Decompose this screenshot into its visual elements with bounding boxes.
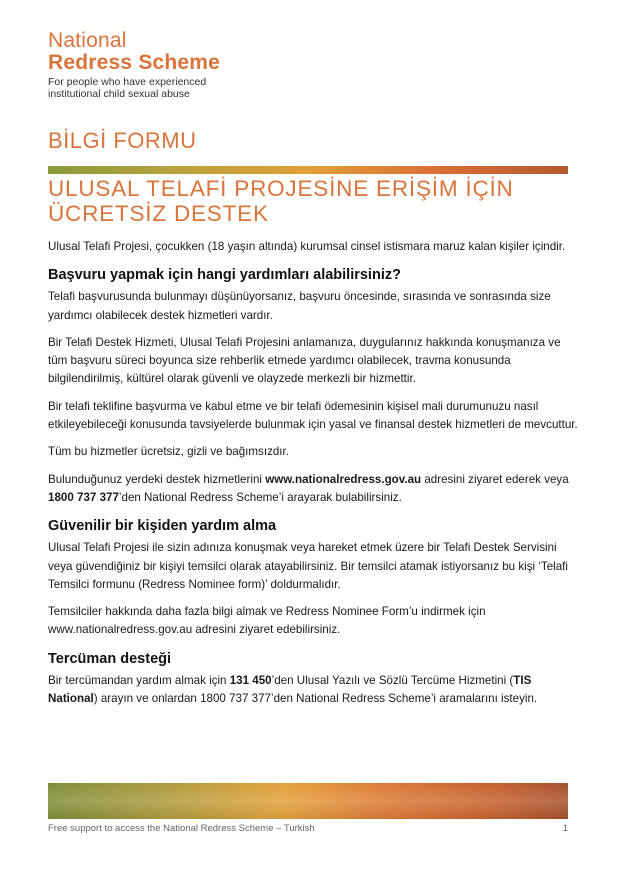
page-number: 1 bbox=[562, 823, 568, 834]
header-color-bar bbox=[48, 166, 568, 174]
logo-line-2: Redress Scheme bbox=[48, 51, 221, 74]
paragraph: Telafi başvurusunda bulunmayı düşünüyorsanız, başvuru öncesinde, sırasında ve sonrasında size yardımcı olabilecek destek hizmetleri vardır. bbox=[48, 290, 551, 322]
paragraph: Tüm bu hizmetler ücretsiz, gizli ve bağımsızdır. bbox=[48, 445, 289, 459]
phone-number: 1800 737 377 bbox=[48, 490, 119, 504]
logo-tagline-2: institutional child sexual abuse bbox=[48, 88, 190, 100]
website-link[interactable]: www.nationalredress.gov.au bbox=[265, 472, 422, 486]
footer-text: Free support to access the National Redress Scheme – Turkish bbox=[48, 823, 315, 834]
document-type: BİLGİ FORMU bbox=[48, 128, 197, 153]
title-line-2: ÜCRETSİZ DESTEK bbox=[48, 201, 269, 226]
intro-paragraph: Ulusal Telafi Projesi, çocukken (18 yaşın altında) kurumsal cinsel istismara maruz kalan kişiler içindir. bbox=[48, 240, 566, 253]
tis-name: TIS National bbox=[48, 673, 532, 706]
title-line-1: ULUSAL TELAFİ PROJESİNE ERİŞİM İÇİN bbox=[48, 176, 514, 201]
paragraph-interpreter bbox=[48, 672, 578, 709]
section-heading-help: Başvuru yapmak için hangi yardımları alabilirsiniz? bbox=[48, 267, 401, 284]
logo-tagline-1: For people who have experienced bbox=[48, 76, 207, 88]
page-title bbox=[48, 176, 578, 226]
paragraph-find-services bbox=[48, 471, 578, 508]
text-fragment: Bulunduğunuz yerdeki destek hizmetlerini bbox=[48, 472, 266, 486]
paragraph: Temsilciler hakkında daha fazla bilgi almak ve Redress Nominee Form’u indirmek için www.nationalredress.gov.au adresini ziyaret edebilirsiniz. bbox=[48, 605, 486, 637]
text-fragment: ’den National Redress Scheme’i arayarak bulabilirsiniz. bbox=[118, 490, 402, 504]
document-body bbox=[48, 238, 578, 717]
paragraph: Ulusal Telafi Projesi ile sizin adınıza konuşmak veya hareket etmek üzere bir Telafi Destek Servisini veya güvendiğiniz bir kişiyi temsilci olarak atayabilirsiniz. Bir temsilci atamak istiyorsanız bu kişi ‘Telafi Temsilci formunu (Redress Nominee form)’ doldurmalıdır. bbox=[48, 541, 568, 591]
footer-color-bar bbox=[48, 783, 568, 819]
logo bbox=[48, 30, 220, 100]
text-fragment: ’den Ulusal Yazılı ve Sözlü Tercüme Hizmetini ( bbox=[271, 673, 514, 687]
section-heading-interpreter: Tercüman desteği bbox=[48, 650, 172, 667]
page-footer bbox=[48, 823, 568, 834]
logo-line-1: National bbox=[48, 29, 127, 52]
tis-phone-number: 131 450 bbox=[229, 673, 272, 687]
text-fragment: ) arayın ve onlardan 1800 737 377’den National Redress Scheme’i aramalarını isteyin. bbox=[93, 692, 538, 706]
paragraph: Bir Telafi Destek Hizmeti, Ulusal Telafi Projesini anlamanıza, duygularınız hakkında konuşmanıza ve tüm başvuru süreci boyunca size rehberlik etmede yardımcı olabilecek, travma konusunda bilgilendirilmiş, kültürel olarak güvenli ve olayzede merkezli bir hizmettir. bbox=[48, 335, 561, 386]
text-fragment: Bir tercümandan yardım almak için bbox=[48, 673, 230, 687]
paragraph: Bir telafi teklifine başvurma ve kabul etme ve bir telafi ödemesinin kişisel mali durumunuzu nasıl etkileyebileceği konusunda tavsiyelerde bulunmak için yasal ve finansal destek hizmetleri de mevcuttur. bbox=[48, 399, 578, 432]
text-fragment: adresini ziyaret ederek veya bbox=[421, 472, 569, 486]
section-heading-trusted-person: Güvenilir bir kişiden yardım alma bbox=[48, 518, 277, 535]
